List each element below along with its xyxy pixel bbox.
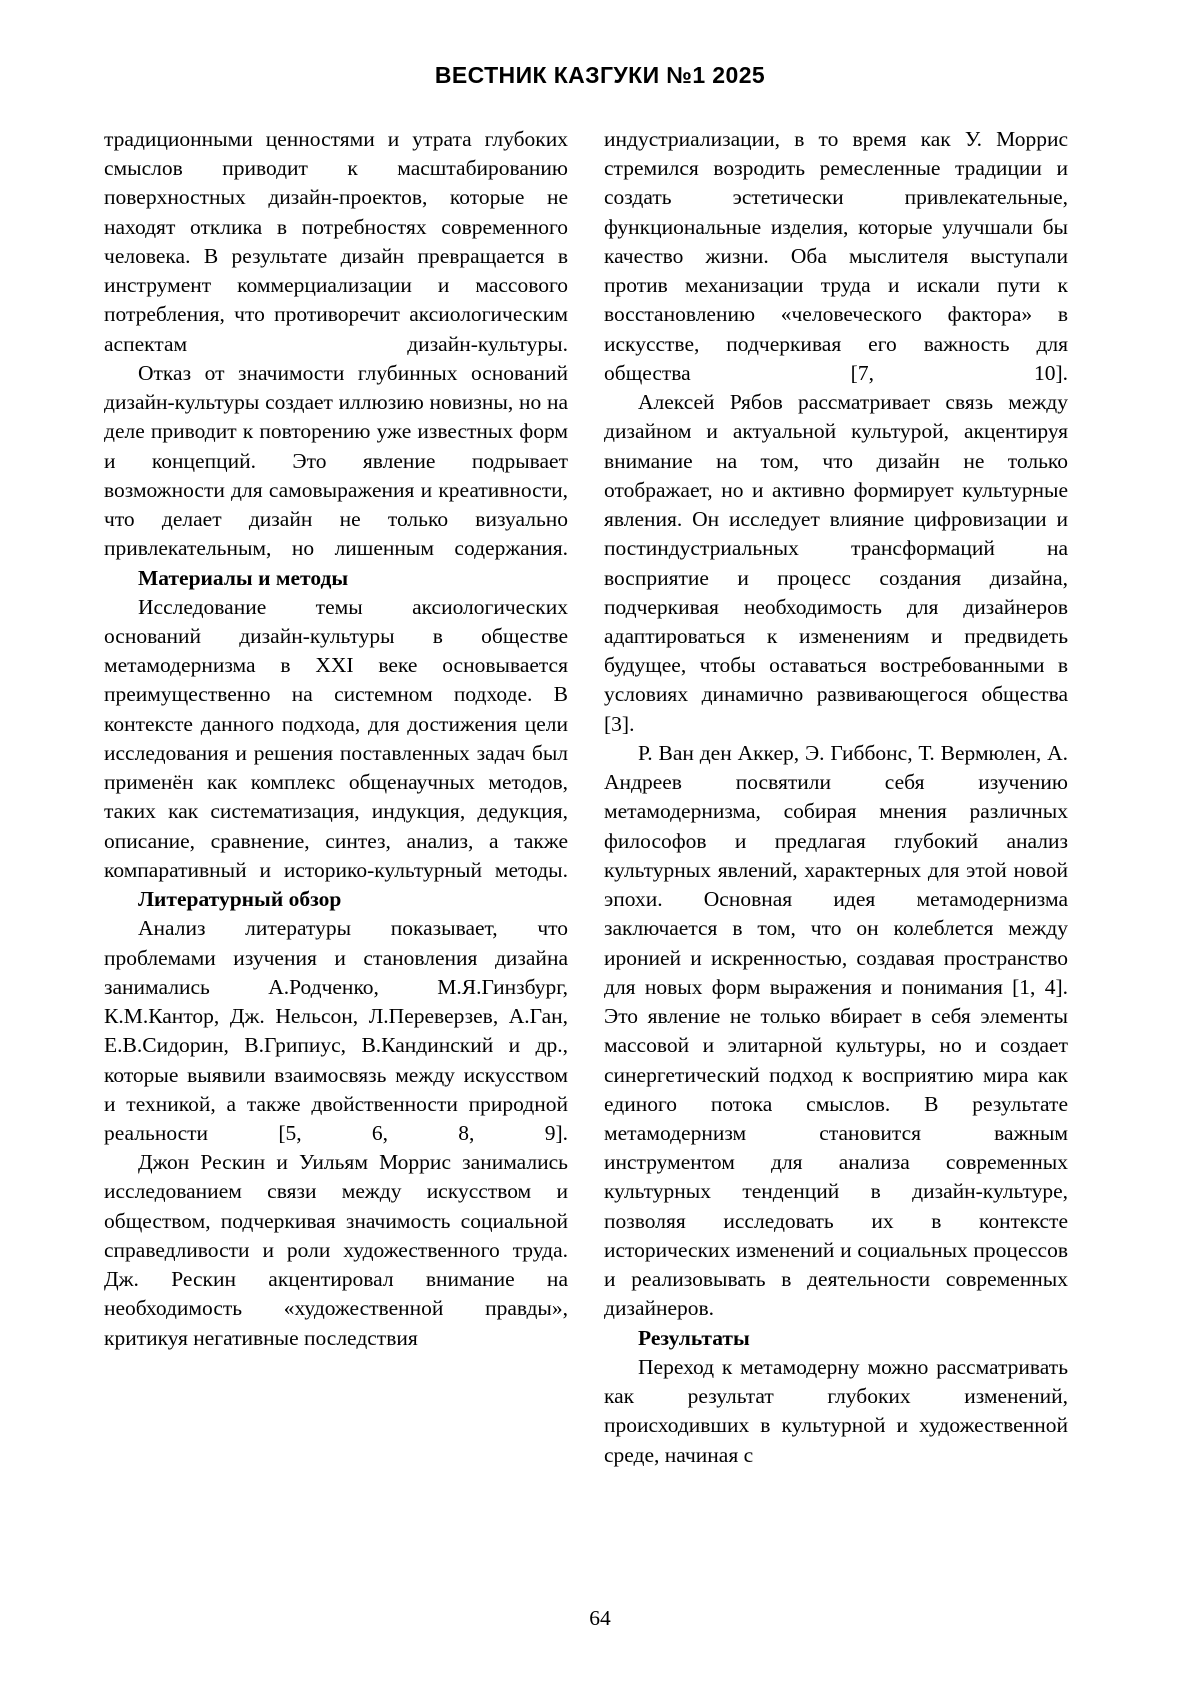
- right-column: [604, 125, 1068, 1470]
- body-paragraph: Алексей Рябов рассматривает связь между дизайном и актуальной культурой, акцентируя внимание на том, что дизайн не только отображает, но и активно формирует культурные явления. Он исследует влияние цифровизации и постиндустриальных трансформаций на восприятие и процесс создания дизайна, подчеркивая необходимость для дизайнеров адаптироваться к изменениям и предвидеть будущее, чтобы оставаться востребованными в условиях динамично развивающегося общества [3].: [604, 390, 1068, 736]
- page-number: 64: [589, 1606, 611, 1630]
- two-column-body: [0, 89, 1200, 1470]
- section-heading: Литературный обзор: [138, 887, 342, 912]
- body-paragraph: Анализ литературы показывает, что проблемами изучения и становления дизайна занимались А.Родченко, М.Я.Гинзбург, К.М.Кантор, Дж. Нельсон, Л.Переверзев, А.Ган, Е.В.Сидорин, В.Грипиус, В.Кандинский и др., которые выявили взаимосвязь между искусством и техникой, а также двойственности природной реальности [5, 6, 8, 9].: [104, 916, 568, 1145]
- body-paragraph: Исследование темы аксиологических оснований дизайн-культуры в обществе метамодернизма в XXI веке основывается преимущественно на системном подходе. В контексте данного подхода, для достижения цели исследования и решения поставленных задач был применён как комплекс общенаучных методов, таких как систематизация, индукция, дедукция, описание, сравнение, синтез, анализ, а также компаративный и историко-культурный методы.: [104, 594, 568, 882]
- body-paragraph: Отказ от значимости глубинных оснований дизайн-культуры создает иллюзию новизны, но на деле приводит к повторению уже известных форм и концепций. Это явление подрывает возможности для самовыражения и креативности, что делает дизайн не только визуально привлекательным, но лишенным содержания.: [104, 360, 568, 561]
- body-paragraph: Р. Ван ден Аккер, Э. Гиббонс, Т. Вермюлен, А. Андреев посвятили себя изучению метамодернизма, собирая мнения различных философов и предлагая глубокий анализ культурных явлений, характерных для этой новой эпохи. Основная идея метамодернизма заключается в том, что он колеблется между иронией и искренностью, создавая пространство для новых форм выражения и понимания [1, 4]. Это явление не только вбирает в себя элементы массовой и элитарной культуры, но и создает синергетический подход к восприятию мира как единого потока смыслов. В результате метамодернизм становится важным инструментом для анализа современных культурных тенденций в дизайн-культуре, позволяя исследовать их в контексте исторических изменений и социальных процессов и реализовывать в деятельности современных дизайнеров.: [604, 740, 1068, 1321]
- running-head: ВЕСТНИК КАЗГУКИ №1 2025: [434, 62, 766, 88]
- body-paragraph: индустриализации, в то время как У. Моррис стремился возродить ремесленные традиции и создать эстетически привлекательные, функциональные изделия, которые улучшали бы качество жизни. Оба мыслителя выступали против механизации труда и искали пути к восстановлению «человеческого фактора» в искусстве, подчеркивая его важность для общества [7, 10].: [604, 127, 1068, 385]
- body-paragraph: Джон Рескин и Уильям Моррис занимались исследованием связи между искусством и обществом, подчеркивая значимость социальной справедливости и роли художественного труда. Дж. Рескин акцентировал внимание на необходимость «художественной правды», критикуя негативные последствия: [104, 1150, 568, 1350]
- section-heading: Материалы и методы: [138, 565, 349, 590]
- left-column: [104, 125, 568, 1470]
- body-paragraph: традиционными ценностями и утрата глубоких смыслов приводит к масштабированию поверхностных дизайн-проектов, которые не находят отклика в потребностях современного человека. В результате дизайн превращается в инструмент коммерциализации и массового потребления, что противоречит аксиологическим аспектам дизайн-культуры.: [104, 127, 568, 356]
- section-heading: Результаты: [638, 1325, 750, 1350]
- body-paragraph: Переход к метамодерну можно рассматривать как результат глубоких изменений, происходивших в культурной и художественной среде, начиная с: [604, 1354, 1068, 1467]
